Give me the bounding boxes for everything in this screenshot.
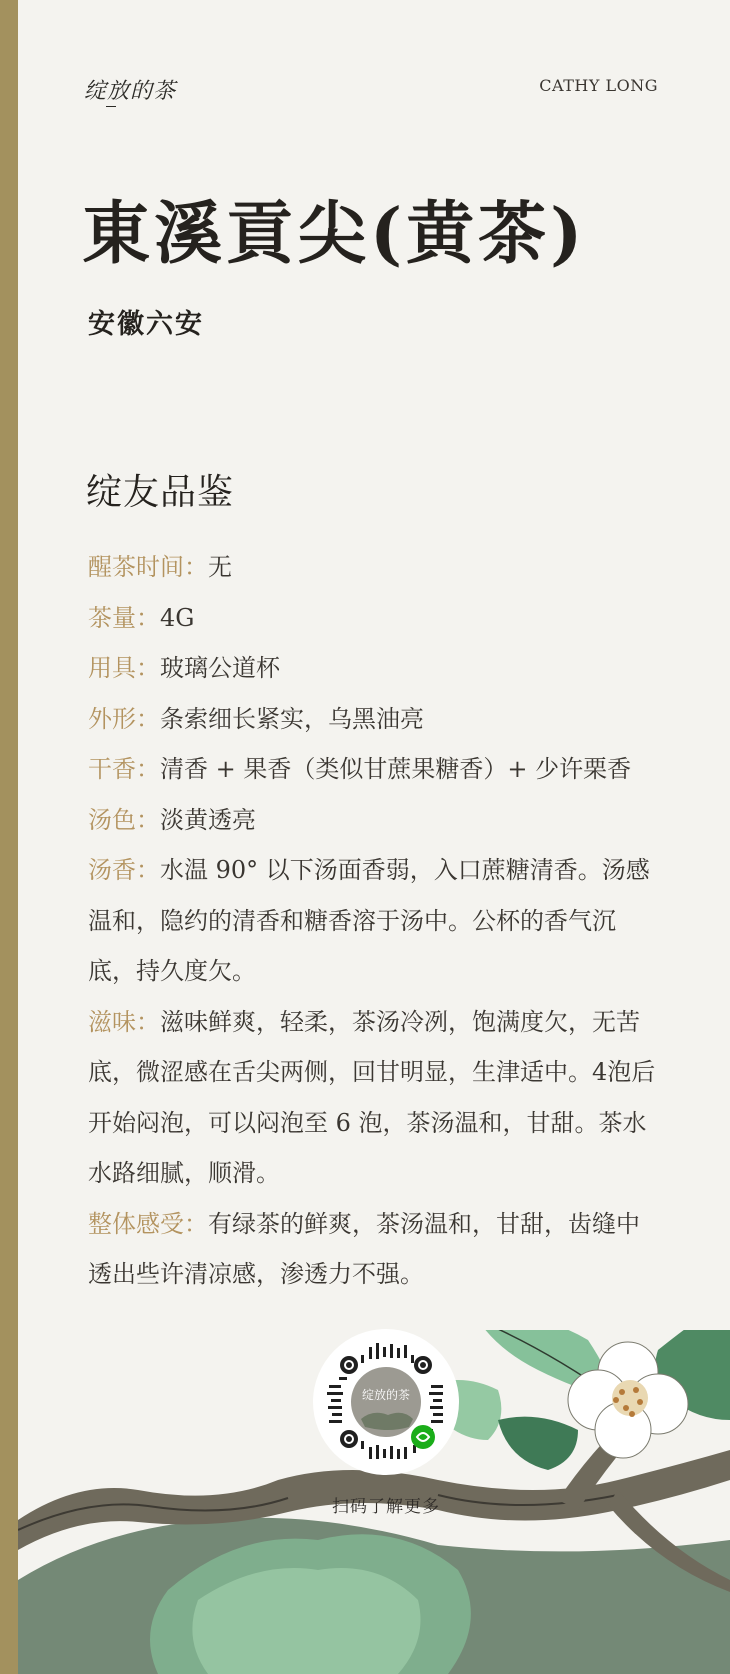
qr-center-label: 绽放的茶 [361,1388,411,1402]
note-label: 汤香： [88,856,160,884]
tea-origin: 安徽六安 [88,309,204,340]
note-item [88,694,658,745]
note-text: 水温 90° 以下汤面香弱，入口蔗糖清香。汤感温和，隐约的清香和糖香溶于汤中。公杯的香气沉底，持久度欠。 [88,856,650,985]
qr-code[interactable] [313,1329,459,1475]
note-item [88,542,658,593]
note-label: 汤色： [88,805,160,834]
note-label: 外形： [88,704,160,733]
tasting-notes [88,542,658,1300]
qr-caption: 扫码了解更多 [332,1497,440,1517]
qr-code-icon [313,1329,459,1475]
section-title: 绽友品鉴 [86,472,235,513]
note-text: 滋味鲜爽，轻柔，茶汤冷冽，饱满度欠，无苦底，微涩感在舌尖两侧，回甘明显，生津适中。4泡后开始闷泡，可以闷泡至 6 泡，茶汤温和，甘甜。茶水水路细腻，顺滑。 [88,1007,656,1187]
note-label: 醒茶时间： [88,553,208,581]
tea-title: 東溪貢尖(黄茶) [82,194,587,274]
note-item [88,997,658,1199]
note-item [88,593,658,644]
note-text: 淡黄透亮 [160,805,256,834]
note-text: 条索细长紧实，乌黑油亮 [160,704,424,733]
note-item [88,643,658,694]
note-text: 清香 + 果香（类似甘蔗果糖香）+ 少许栗香 [160,755,632,783]
note-text: 4G [160,603,195,632]
note-text: 无 [208,553,232,581]
note-text: 有绿茶的鲜爽，茶汤温和，甘甜，齿缝中透出些许清凉感，渗透力不强。 [88,1209,640,1288]
note-item [88,744,658,795]
note-text: 玻璃公道杯 [160,654,280,682]
note-label: 用具： [88,654,160,682]
note-label: 茶量： [88,603,160,632]
note-label: 滋味： [88,1007,160,1036]
side-bar [0,0,18,1674]
note-item [88,795,658,846]
note-label: 干香： [88,755,160,783]
note-label: 整体感受： [88,1209,208,1238]
note-item [88,845,658,997]
brand-logo: 绽放的茶 [84,74,176,105]
author-name: CATHY LONG [539,76,658,95]
note-item [88,1199,658,1300]
